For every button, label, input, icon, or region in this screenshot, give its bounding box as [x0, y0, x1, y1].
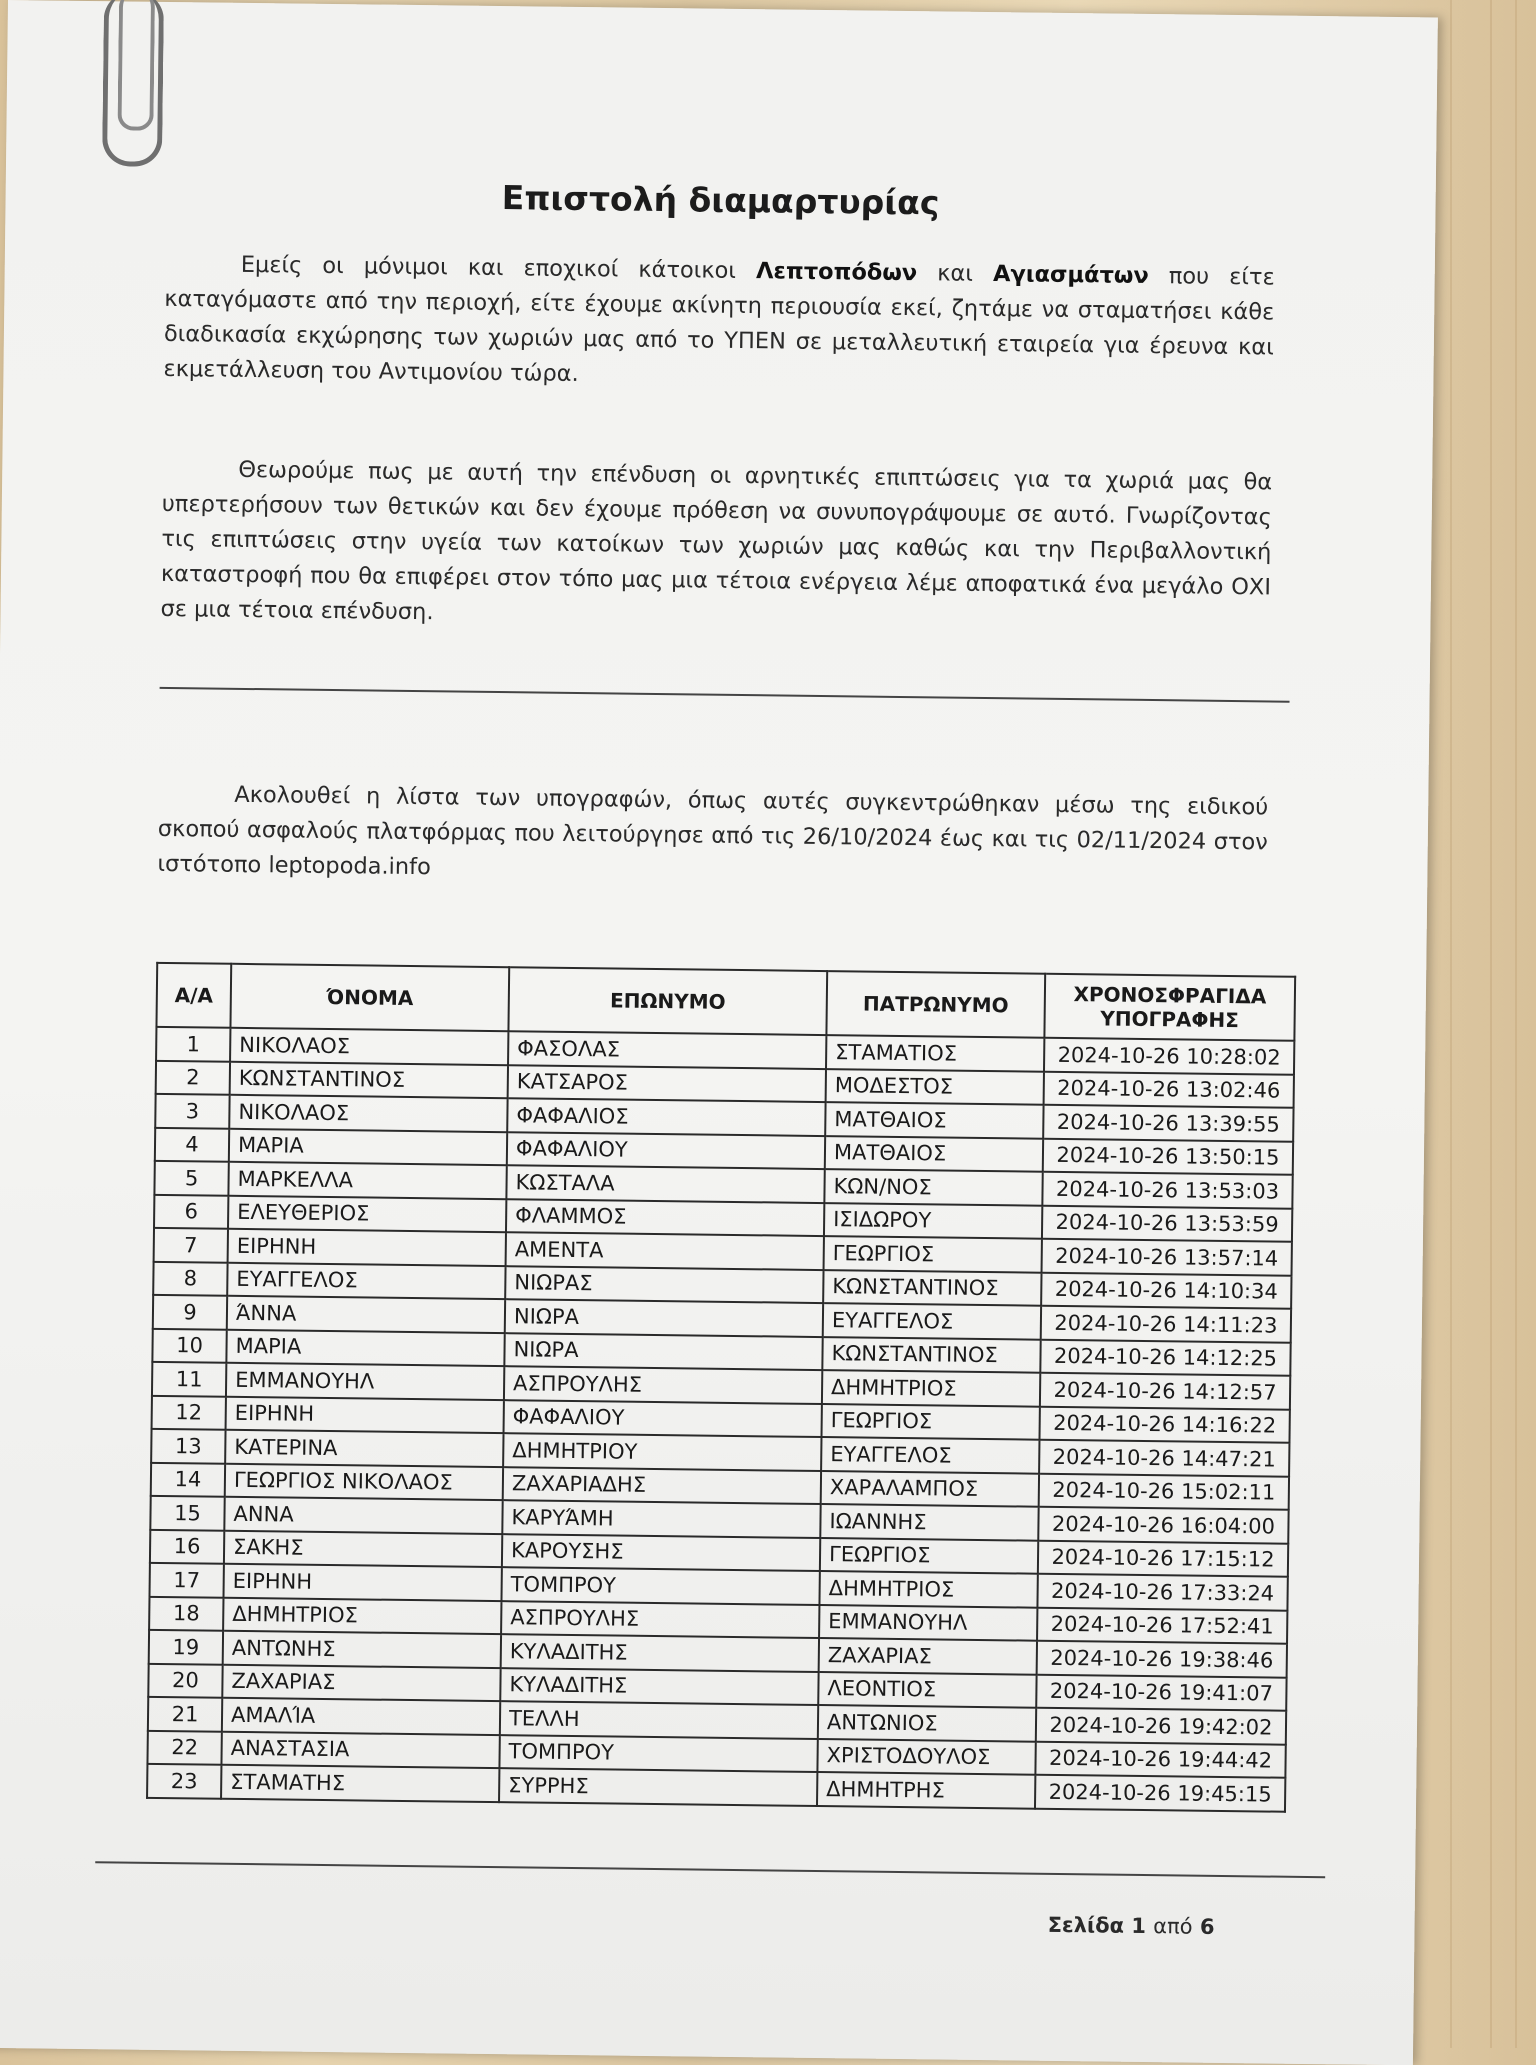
surname: ΚΩΣΤΑΛΑ: [506, 1165, 824, 1202]
page-total: 6: [1199, 1914, 1215, 1939]
surname: ΚΥΛΑΔΙΤΗΣ: [500, 1668, 818, 1705]
row-number: 8: [153, 1261, 227, 1295]
first-name: ΕΜΜΑΝΟΥΗΛ: [226, 1363, 504, 1400]
patronymic: ΣΤΑΜΑΤΙΟΣ: [826, 1035, 1044, 1071]
patronymic: ΜΑΤΘΑΙΟΣ: [825, 1102, 1043, 1138]
header-timestamp: ΧΡΟΝΟΣΦΡΑΓΙΔΑ ΥΠΟΓΡΑΦΗΣ: [1044, 974, 1295, 1041]
header-name: ΌΝΟΜΑ: [230, 964, 509, 1031]
surname: ΤΟΜΠΡΟΥ: [501, 1567, 819, 1604]
surname: ΖΑΧΑΡΙΑΔΗΣ: [503, 1467, 821, 1504]
signature-timestamp: 2024-10-26 19:42:02: [1036, 1708, 1286, 1745]
surname: ΝΙΩΡΑΣ: [505, 1266, 823, 1303]
signature-timestamp: 2024-10-26 13:53:03: [1042, 1172, 1292, 1209]
row-number: 18: [149, 1596, 223, 1630]
first-name: ΜΑΡΙΑ: [226, 1329, 504, 1366]
row-number: 2: [156, 1060, 230, 1094]
signature-timestamp: 2024-10-26 13:39:55: [1043, 1105, 1293, 1142]
surname: ΚΑΡΟΥΣΗΣ: [502, 1534, 820, 1571]
first-name: ΆΝΝΑ: [227, 1296, 505, 1333]
first-name: ΜΑΡΙΑ: [229, 1128, 507, 1165]
first-name: ΜΑΡΚΕΛΛΑ: [228, 1162, 506, 1199]
first-name: ΑΝΝΑ: [224, 1497, 502, 1534]
row-number: 9: [153, 1295, 227, 1329]
patronymic: ΧΑΡΑΛΑΜΠΟΣ: [821, 1471, 1039, 1507]
row-number: 22: [147, 1730, 221, 1764]
surname: ΦΑΦΑΛΙΟΣ: [507, 1098, 825, 1135]
patronymic: ΓΕΩΡΓΙΟΣ: [822, 1404, 1040, 1440]
surname: ΑΣΠΡΟΥΛΗΣ: [501, 1601, 819, 1638]
footer-divider: [95, 1861, 1325, 1878]
header-aa: Α/Α: [156, 963, 231, 1028]
header-surname: ΕΠΩΝΥΜΟ: [508, 967, 827, 1035]
first-name: ΑΜΑΛΊΑ: [222, 1698, 500, 1735]
paragraph-2: Θεωρούμε πως με αυτή την επένδυση οι αρνητικές επιπτώσεις για τα χωριά μας θα υπερτερήσουν των θετικών και δεν έχουμε πρόθεση να συνυπογράψουμε σε αυτό. Γνωρίζοντας τις επιπτώσεις στην υγεία των κατοίκων των χωριών μας καθώς και την Περιβαλλοντική καταστροφή που θα επιφέρει στον τόπο μας μια τέτοια ενέργεια λέμε αποφατικά ένα μεγάλο ΟΧΙ σε μια τέτοια επένδυση.: [160, 456, 1273, 626]
patronymic: ΚΩΝΣΤΑΝΤΙΝΟΣ: [823, 1270, 1041, 1306]
signature-timestamp: 2024-10-26 16:04:00: [1038, 1507, 1288, 1544]
patronymic: ΓΕΩΡΓΙΟΣ: [824, 1236, 1042, 1272]
paragraph-1: Εμείς οι μόνιμοι και εποχικοί κάτοικοι Λεπτοπόδων και Αγιασμάτων που είτε καταγόμαστε από την περιοχή, είτε έχουμε ακίνητη περιουσία εκεί, ζητάμε να σταματήσει κάθε διαδικασία εκχώρησης των χωριών μας από το ΥΠΕΝ σε μεταλλευτική εταιρεία για έρευνα και εκμετάλλευση του Αντιμονίου τώρα.: [163, 251, 1275, 387]
patronymic: ΜΑΤΘΑΙΟΣ: [825, 1136, 1043, 1172]
row-number: 5: [154, 1161, 228, 1195]
signature-timestamp: 2024-10-26 17:15:12: [1038, 1540, 1288, 1577]
patronymic: ΕΥΑΓΓΕΛΟΣ: [821, 1437, 1039, 1473]
signature-timestamp: 2024-10-26 19:44:42: [1035, 1741, 1285, 1778]
paperclip-icon: [102, 0, 164, 167]
patronymic: ΕΥΑΓΓΕΛΟΣ: [823, 1303, 1041, 1339]
signature-timestamp: 2024-10-26 14:16:22: [1039, 1406, 1289, 1443]
first-name: ΕΙΡΗΝΗ: [226, 1396, 504, 1433]
signature-timestamp: 2024-10-26 14:10:34: [1041, 1272, 1291, 1309]
village-name-2: Αγιασμάτων: [992, 261, 1149, 289]
first-name: ΕΙΡΗΝΗ: [224, 1564, 502, 1601]
patronymic: ΓΕΩΡΓΙΟΣ: [820, 1538, 1038, 1574]
first-name: ΚΩΝΣΤΑΝΤΙΝΟΣ: [230, 1061, 508, 1098]
paragraph-3: Ακολουθεί η λίστα των υπογραφών, όπως αυτές συγκεντρώθηκαν μέσω της ειδικού σκοπού ασφαλούς πλατφόρμας που λειτούργησε από τις 26/10/2024 έως και τις 02/11/2024 στον ιστότοπο leptopoda.info: [157, 781, 1269, 881]
row-number: 3: [155, 1094, 229, 1128]
surname: ΦΑΦΑΛΙΟΥ: [504, 1400, 822, 1437]
first-name: ΣΑΚΗΣ: [224, 1530, 502, 1567]
signature-timestamp: 2024-10-26 19:38:46: [1037, 1641, 1287, 1678]
first-name: ΝΙΚΟΛΑΟΣ: [230, 1028, 508, 1065]
row-number: 12: [152, 1395, 226, 1429]
page-number: Σελίδα 1 από 6: [1047, 1912, 1215, 1939]
surname: ΦΛΑΜΜΟΣ: [506, 1199, 824, 1236]
patronymic: ΖΑΧΑΡΙΑΣ: [819, 1638, 1037, 1674]
village-name-1: Λεπτοπόδων: [755, 258, 918, 287]
surname: ΔΗΜΗΤΡΙΟΥ: [503, 1433, 821, 1470]
surname: ΝΙΩΡΑ: [504, 1333, 822, 1370]
signature-timestamp: 2024-10-26 14:11:23: [1041, 1306, 1291, 1343]
surname: ΤΕΛΛΗ: [500, 1701, 818, 1738]
signature-timestamp: 2024-10-26 17:33:24: [1037, 1574, 1287, 1611]
row-number: 20: [148, 1663, 222, 1697]
signature-timestamp: 2024-10-26 13:57:14: [1042, 1239, 1292, 1276]
surname: ΤΟΜΠΡΟΥ: [499, 1735, 817, 1772]
row-number: 16: [150, 1529, 224, 1563]
row-number: 17: [150, 1563, 224, 1597]
row-number: 11: [152, 1362, 226, 1396]
signature-timestamp: 2024-10-26 19:41:07: [1036, 1674, 1286, 1711]
patronymic: ΜΟΔΕΣΤΟΣ: [826, 1069, 1044, 1105]
surname: ΑΜΕΝΤΑ: [506, 1232, 824, 1269]
first-name: ΖΑΧΑΡΙΑΣ: [222, 1664, 500, 1701]
signature-timestamp: 2024-10-26 13:50:15: [1043, 1138, 1293, 1175]
row-number: 4: [155, 1127, 229, 1161]
signature-timestamp: 2024-10-26 17:52:41: [1037, 1607, 1287, 1644]
signature-timestamp: 2024-10-26 19:45:15: [1035, 1775, 1285, 1812]
patronymic: ΚΩΝ/ΝΟΣ: [824, 1169, 1042, 1205]
signature-timestamp: 2024-10-26 10:28:02: [1044, 1038, 1294, 1075]
row-number: 13: [151, 1429, 225, 1463]
surname: ΚΥΛΑΔΙΤΗΣ: [501, 1634, 819, 1671]
row-number: 15: [150, 1496, 224, 1530]
section-divider: [160, 687, 1290, 703]
signature-timestamp: 2024-10-26 15:02:11: [1039, 1473, 1289, 1510]
first-name: ΔΗΜΗΤΡΙΟΣ: [223, 1597, 501, 1634]
first-name: ΑΝΤΩΝΗΣ: [223, 1631, 501, 1668]
surname: ΝΙΩΡΑ: [505, 1299, 823, 1336]
patronymic: ΑΝΤΩΝΙΟΣ: [818, 1705, 1036, 1741]
first-name: ΝΙΚΟΛΑΟΣ: [229, 1095, 507, 1132]
first-name: ΕΥΑΓΓΕΛΟΣ: [227, 1262, 505, 1299]
surname: ΚΑΡΥΆΜΗ: [502, 1500, 820, 1537]
surname: ΣΥΡΡΗΣ: [499, 1768, 817, 1805]
patronymic: ΛΕΟΝΤΙΟΣ: [818, 1672, 1036, 1708]
row-number: 19: [149, 1630, 223, 1664]
patronymic: ΔΗΜΗΤΡΗΣ: [817, 1772, 1035, 1808]
signature-timestamp: 2024-10-26 14:47:21: [1039, 1440, 1289, 1477]
page-current: 1: [1131, 1913, 1147, 1939]
row-number: 6: [154, 1194, 228, 1228]
patronymic: ΔΗΜΗΤΡΙΟΣ: [822, 1370, 1040, 1406]
row-number: 21: [148, 1697, 222, 1731]
first-name: ΚΑΤΕΡΙΝΑ: [225, 1430, 503, 1467]
signature-timestamp: 2024-10-26 13:53:59: [1042, 1205, 1292, 1242]
signature-timestamp: 2024-10-26 13:02:46: [1044, 1071, 1294, 1108]
document-title: Επιστολή διαμαρτυρίας: [501, 178, 940, 223]
signature-timestamp: 2024-10-26 14:12:25: [1040, 1339, 1290, 1376]
header-patronymic: ΠΑΤΡΩΝΥΜΟ: [826, 971, 1045, 1038]
first-name: ΑΝΑΣΤΑΣΙΑ: [221, 1731, 499, 1768]
surname: ΑΣΠΡΟΥΛΗΣ: [504, 1366, 822, 1403]
surname: ΦΑΦΑΛΙΟΥ: [507, 1132, 825, 1169]
patronymic: ΔΗΜΗΤΡΙΟΣ: [819, 1571, 1037, 1607]
row-number: 10: [152, 1328, 226, 1362]
signatures-table: [146, 962, 1296, 1812]
first-name: ΕΛΕΥΘΕΡΙΟΣ: [228, 1195, 506, 1232]
signature-timestamp: 2024-10-26 14:12:57: [1040, 1373, 1290, 1410]
surname: ΚΑΤΣΑΡΟΣ: [508, 1065, 826, 1102]
surname: ΦΑΣΟΛΑΣ: [508, 1031, 826, 1068]
patronymic: ΚΩΝΣΤΑΝΤΙΝΟΣ: [822, 1337, 1040, 1373]
row-number: 23: [147, 1764, 221, 1798]
first-name: ΕΙΡΗΝΗ: [228, 1229, 506, 1266]
patronymic: ΕΜΜΑΝΟΥΗΛ: [819, 1605, 1037, 1641]
row-number: 1: [156, 1027, 230, 1061]
first-name: ΣΤΑΜΑΤΗΣ: [221, 1765, 499, 1802]
first-name: ΓΕΩΡΓΙΟΣ ΝΙΚΟΛΑΟΣ: [225, 1463, 503, 1500]
row-number: 14: [151, 1462, 225, 1496]
row-number: 7: [154, 1228, 228, 1262]
patronymic: ΙΩΑΝΝΗΣ: [820, 1504, 1038, 1540]
table-body: [147, 1027, 1294, 1811]
patronymic: ΧΡΙΣΤΟΔΟΥΛΟΣ: [817, 1739, 1035, 1775]
patronymic: ΙΣΙΔΩΡΟΥ: [824, 1203, 1042, 1239]
